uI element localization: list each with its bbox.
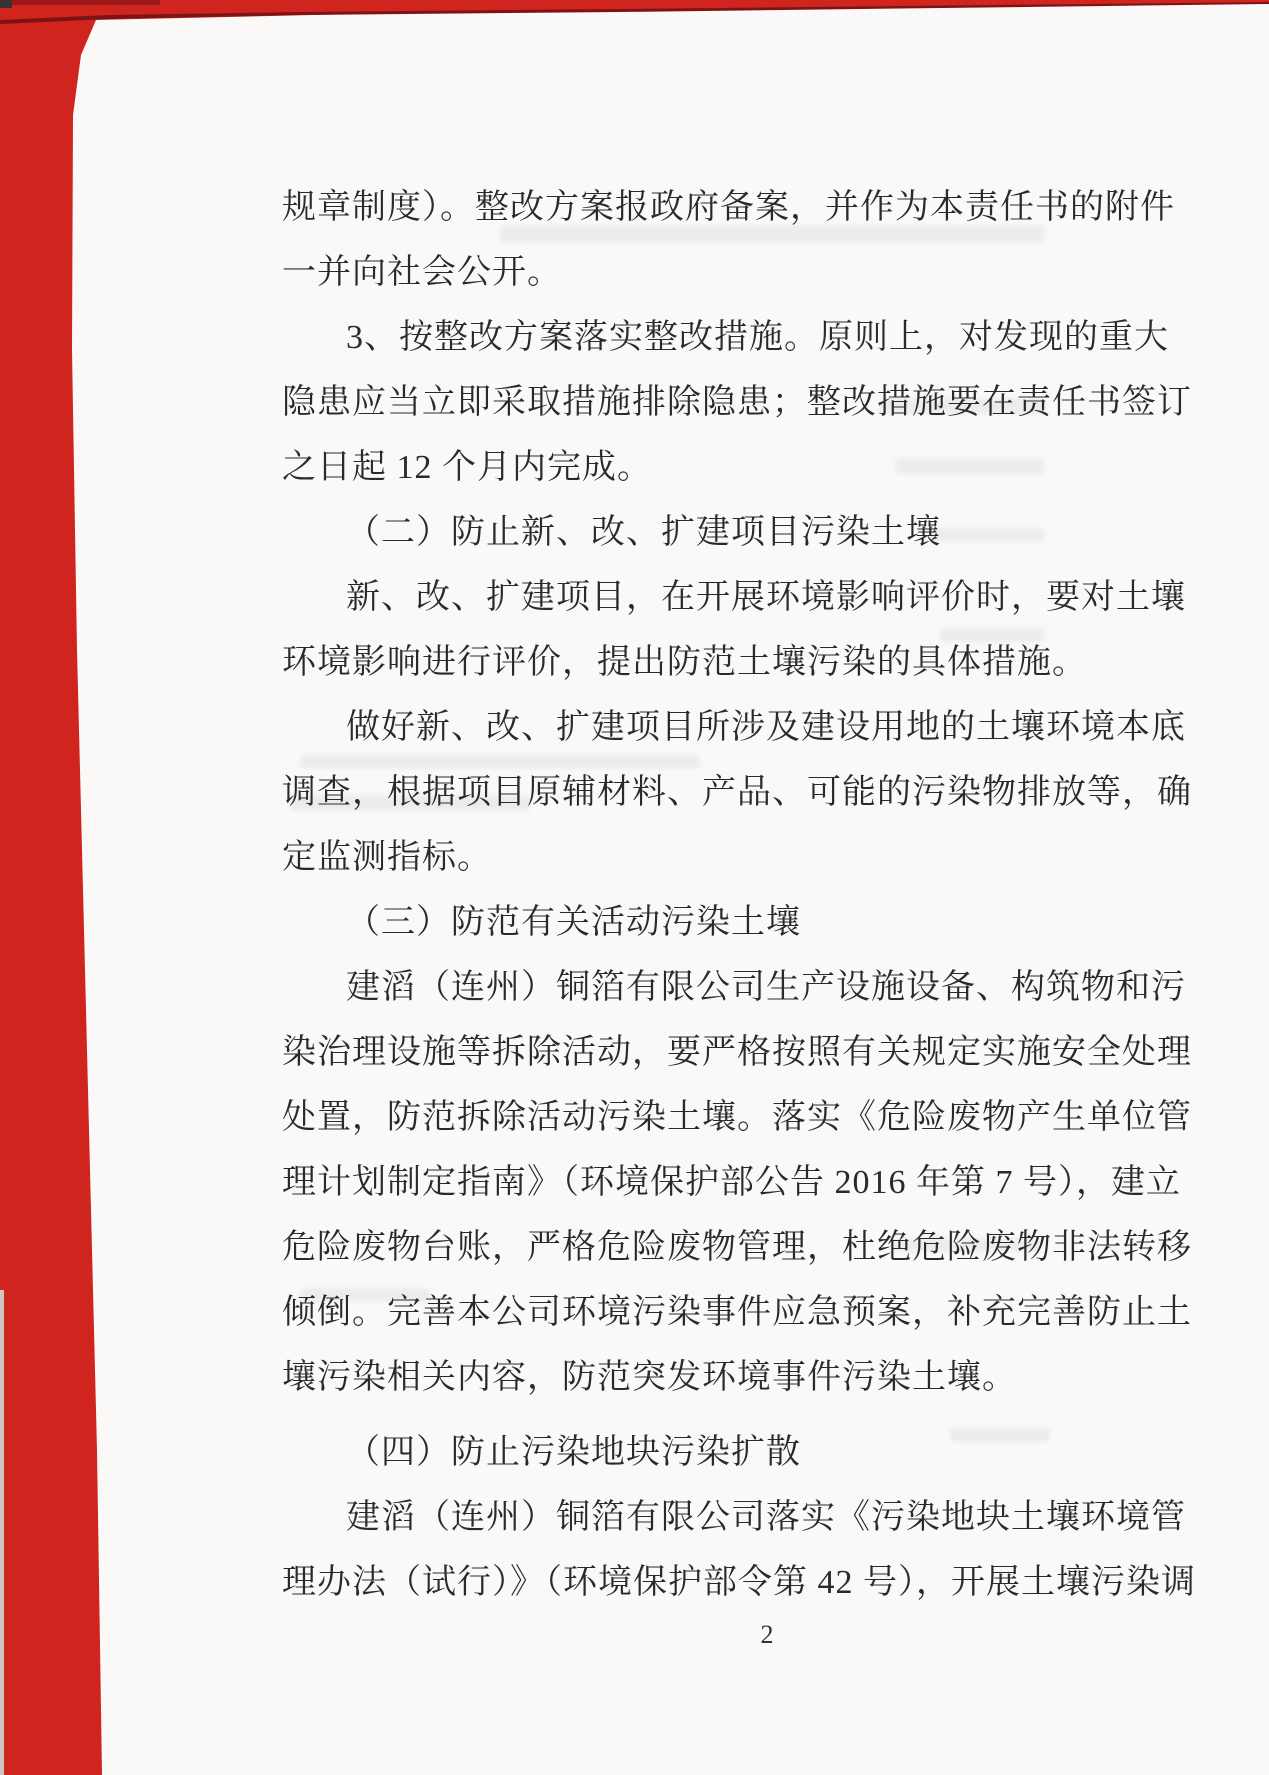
cover-corner-fold bbox=[10, 0, 160, 5]
scan-edge-strip bbox=[0, 1290, 4, 1775]
text-line: （三）防范有关活动污染土壤 bbox=[346, 904, 801, 941]
text-line: 一并向社会公开。 bbox=[282, 254, 562, 291]
text-line: 之日起 12 个月内完成。 bbox=[282, 449, 652, 486]
text-line: 环境影响进行评价，提出防范土壤污染的具体措施。 bbox=[282, 644, 1087, 681]
document-body-text bbox=[282, 175, 1196, 1615]
text-line: 处置，防范拆除活动污染土壤。落实《危险废物产生单位管 bbox=[282, 1099, 1192, 1136]
text-line: （四）防止污染地块污染扩散 bbox=[346, 1434, 801, 1471]
text-line: 隐患应当立即采取措施排除隐患；整改措施要在责任书签订 bbox=[282, 384, 1192, 421]
text-line: 规章制度）。整改方案报政府备案，并作为本责任书的附件 bbox=[282, 189, 1175, 226]
text-line: 新、改、扩建项目，在开展环境影响评价时，要对土壤 bbox=[346, 579, 1186, 616]
page-number: 2 bbox=[760, 1620, 774, 1649]
text-line: 定监测指标。 bbox=[282, 839, 492, 876]
text-line: 倾倒。完善本公司环境污染事件应急预案，补充完善防止土 bbox=[282, 1294, 1192, 1331]
text-line: 调查，根据项目原辅材料、产品、可能的污染物排放等，确 bbox=[282, 774, 1192, 811]
text-line: 染治理设施等拆除活动，要严格按照有关规定实施安全处理 bbox=[282, 1034, 1192, 1071]
text-line: 理办法（试行）》（环境保护部令第 42 号），开展土壤污染调 bbox=[282, 1564, 1196, 1601]
text-line: 壤污染相关内容，防范突发环境事件污染土壤。 bbox=[282, 1359, 1017, 1396]
text-line: 做好新、改、扩建项目所涉及建设用地的土壤环境本底 bbox=[346, 709, 1186, 746]
text-line: 建滔（连州）铜箔有限公司落实《污染地块土壤环境管 bbox=[346, 1499, 1186, 1536]
text-line: 建滔（连州）铜箔有限公司生产设施设备、构筑物和污 bbox=[346, 969, 1186, 1006]
text-line: 理计划制定指南》（环境保护部公告 2016 年第 7 号），建立 bbox=[282, 1164, 1181, 1201]
text-line: 3、按整改方案落实整改措施。原则上，对发现的重大 bbox=[346, 319, 1169, 356]
text-line: （二）防止新、改、扩建项目污染土壤 bbox=[346, 514, 941, 551]
text-line: 危险废物台账，严格危险废物管理，杜绝危险废物非法转移 bbox=[282, 1229, 1192, 1266]
scan-corner-artifact bbox=[0, 0, 12, 8]
